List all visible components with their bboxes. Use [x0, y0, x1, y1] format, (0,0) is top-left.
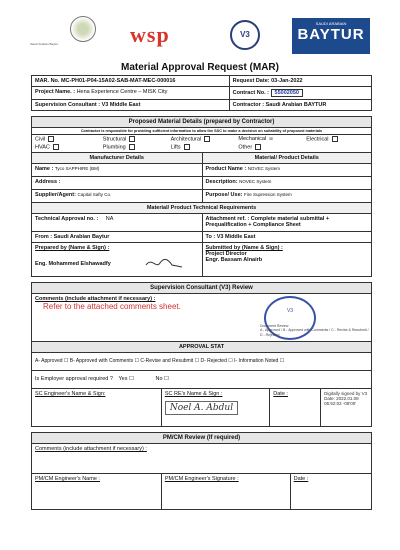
submitted-by-role: Project Director: [205, 250, 247, 257]
sc-re-label: SC RE's Name & Sign :: [164, 390, 223, 397]
technical-approval-label: Technical Approval no. :: [35, 215, 99, 222]
checkbox[interactable]: [332, 136, 338, 142]
checkbox[interactable]: [53, 144, 59, 150]
manufacturer-name-cell: [32, 164, 202, 176]
pmcm-date: Date :: [290, 474, 371, 509]
prepared-by-name: Eng. Mohammed Elshawadfy: [35, 260, 111, 267]
pmcm-heading-row: [31, 432, 372, 444]
sab-logo-text: Saudi Arabian Baytur: [30, 42, 59, 46]
technical-approval-cell: [32, 214, 202, 231]
category-hvac[interactable]: HVAC: [35, 144, 103, 150]
checkbox[interactable]: [184, 144, 190, 150]
sc-engineer: SC Engineer's Name & Sign:: [35, 390, 106, 397]
logo-bar: [30, 8, 370, 58]
proposed-note-row: [31, 128, 372, 135]
review-heading-row: [31, 282, 372, 294]
sc-re-signature-box: [165, 401, 238, 415]
checkbox[interactable]: [255, 144, 261, 150]
sc-re-cell: [161, 389, 269, 426]
checked-checkbox[interactable]: ☒: [269, 135, 274, 141]
approval-row: [31, 214, 372, 232]
checkbox[interactable]: [48, 136, 54, 142]
category-grid: [32, 135, 371, 152]
approval-options[interactable]: A- Approved ☐ B- Approved with Comments ☐ C-Revise and Resubmit ☐ D- Rejected ☐ I- Information Noted ☐: [35, 357, 285, 364]
pmcm-signature: PM/CM Engineer's Signature :: [161, 474, 290, 509]
contract-number: 55002050: [271, 89, 303, 97]
mar-number: MAR. No. MC-PH01-P04-15A02-SAB-MAT-MEC-000016: [35, 78, 176, 84]
sc-re-signature: Noel A. Abdul: [169, 402, 234, 413]
category-plumbing[interactable]: Plumbing: [103, 144, 171, 150]
name-row: [31, 164, 372, 177]
proposed-heading-row: [31, 116, 372, 128]
proposed-note: Contractor is responsible for providing sufficient information to allow the SSC to make a decision on suitability of proposed materials: [80, 129, 323, 133]
stamp-title: Document Review: [260, 323, 289, 328]
technical-heading: Material/ Product Technical Requirements: [32, 203, 371, 213]
submitted-by-name: Engr. Bassam Alnairb: [205, 256, 263, 263]
checkbox[interactable]: [129, 144, 135, 150]
pmcm-heading: PM/CM Review (If required): [32, 433, 371, 443]
review-date-cell: [269, 389, 320, 426]
stamp-caption: [260, 324, 370, 338]
submitted-by-cell: [202, 243, 372, 276]
from-to-row: [31, 232, 372, 243]
category-other[interactable]: Other: [238, 144, 306, 150]
description-label: Description:: [205, 178, 238, 185]
purpose-cell: [202, 190, 372, 202]
parties-row: [31, 100, 372, 111]
technical-approval: NA: [105, 215, 114, 222]
prepared-by-label: Prepared by (Name & Sign) :: [35, 244, 110, 251]
pmcm-signatures-row: [31, 474, 372, 510]
category-civil[interactable]: Civil: [35, 136, 103, 142]
project-row: [31, 87, 372, 100]
approval-options-row: [31, 353, 372, 371]
submitted-by-label: Submitted by (Name & Sign) :: [205, 244, 283, 251]
baytur-logo-small: SAUDI ARABIAN: [315, 21, 347, 26]
review-signatures-row: [31, 389, 372, 427]
contractor: Contractor : Saudi Arabian BAYTUR: [229, 100, 371, 110]
stamp-lines: A - Approved / B - Approved with Comments / C - Revise & Resubmit / D - Rejected: [260, 328, 369, 337]
product-name: NOVEC System: [247, 165, 280, 171]
attachment-ref: Attachment ref. : Complete material submittal + Prequalification + Compliance Sheet: [202, 214, 372, 231]
project-name: Hena Experience Centre – MISK City: [76, 89, 168, 95]
sab-logo: [30, 16, 100, 56]
contract-cell: [229, 87, 371, 99]
v3-logo: V3: [230, 20, 260, 50]
baytur-logo: [292, 18, 370, 54]
mar-form: [31, 75, 372, 510]
prepared-by-cell: [32, 243, 202, 276]
v3-stamp-text: V3: [286, 307, 294, 314]
category-mechanical[interactable]: Mechanical ☒: [238, 135, 274, 142]
technical-heading-row: [31, 203, 372, 214]
prepared-signature-icon: [144, 255, 184, 271]
details-heading-row: [31, 153, 372, 164]
project-name-label: Project Name. :: [35, 89, 76, 95]
category-electrical[interactable]: Electrical: [306, 136, 374, 142]
employer-approval-cell: [32, 371, 371, 388]
project-name-cell: [32, 87, 229, 99]
request-date: Request Date: 03-Jan-2022: [229, 76, 371, 86]
manufacturer-heading: Manufacturer Details: [32, 153, 202, 163]
from: From : Saudi Arabian Baytur: [35, 233, 110, 240]
checkbox[interactable]: [129, 136, 135, 142]
name-label: Name :: [35, 165, 54, 172]
purpose-label: Purpose/ Use:: [205, 191, 243, 198]
employer-yes[interactable]: Yes ☐: [118, 375, 134, 382]
category-spacer: [306, 144, 374, 150]
review-comments-row: [31, 294, 372, 342]
purpose: Fire Supression System: [244, 191, 292, 197]
document-title: Material Approval Request (MAR): [121, 62, 279, 73]
description: NOVEC System: [239, 178, 272, 184]
category-structural[interactable]: Structural: [103, 136, 171, 142]
address-cell: [32, 177, 202, 189]
mar-number-row: [31, 75, 372, 87]
supplier-label: Supplier/Agent:: [35, 191, 76, 198]
address-label: Address :: [35, 178, 61, 185]
supplier-row: [31, 190, 372, 203]
address-row: [31, 177, 372, 190]
wsp-logo: wsp: [130, 22, 170, 47]
manufacturer-name: Tyco SAPPHIRE (BM): [54, 165, 100, 171]
pmcm-comments-label: Comments (include attachment if necessary) :: [35, 445, 147, 452]
review-date-label: Date :: [273, 390, 288, 397]
supervision-consultant: Supervision Consultant : V3 Middle East: [35, 102, 141, 108]
review-comments-label: Comments (include attachment if necessary) :: [35, 295, 156, 302]
sab-emblem-icon: [70, 16, 96, 42]
digital-signature: Digitally signed by V3 Date: 2022.01.08 05:52:02 -08'00': [320, 389, 371, 426]
approval-status: APPROVAL STAT: [178, 343, 225, 350]
category-row-2: [32, 143, 377, 151]
to: To : V3 Middle East: [202, 232, 372, 242]
pmcm-comments-row: [31, 444, 372, 474]
supplier: Capital Safty Co.: [77, 191, 112, 197]
employer-question: Is Employer approval required ?: [35, 375, 113, 382]
category-lifts[interactable]: Lifts: [171, 144, 239, 150]
review-comments: Refer to the attached comments sheet.: [43, 301, 181, 311]
product-name-label: Product Name :: [205, 165, 247, 172]
contract-label: Contract No. :: [232, 90, 269, 96]
approval-status-row: [31, 342, 372, 353]
product-name-cell: [202, 164, 372, 176]
employer-approval-row: [31, 371, 372, 389]
signatories-row: [31, 243, 372, 277]
supplier-cell: [32, 190, 202, 202]
employer-no[interactable]: No ☐: [155, 375, 169, 382]
pmcm-engineer: PM/CM Engineer's Name :: [35, 475, 100, 482]
category-row-1: [32, 135, 377, 143]
product-heading: Material/ Product Details: [202, 153, 372, 163]
baytur-logo-big: BAYTUR: [297, 26, 365, 43]
category-architectural[interactable]: Architectural: [171, 136, 239, 142]
category-row: [31, 135, 372, 153]
review-heading: Supervision Consultant (V3) Review: [32, 283, 371, 293]
checkbox[interactable]: [204, 136, 210, 142]
description-cell: [202, 177, 372, 189]
proposed-heading: Proposed Material Details (prepared by Contractor): [32, 117, 371, 127]
